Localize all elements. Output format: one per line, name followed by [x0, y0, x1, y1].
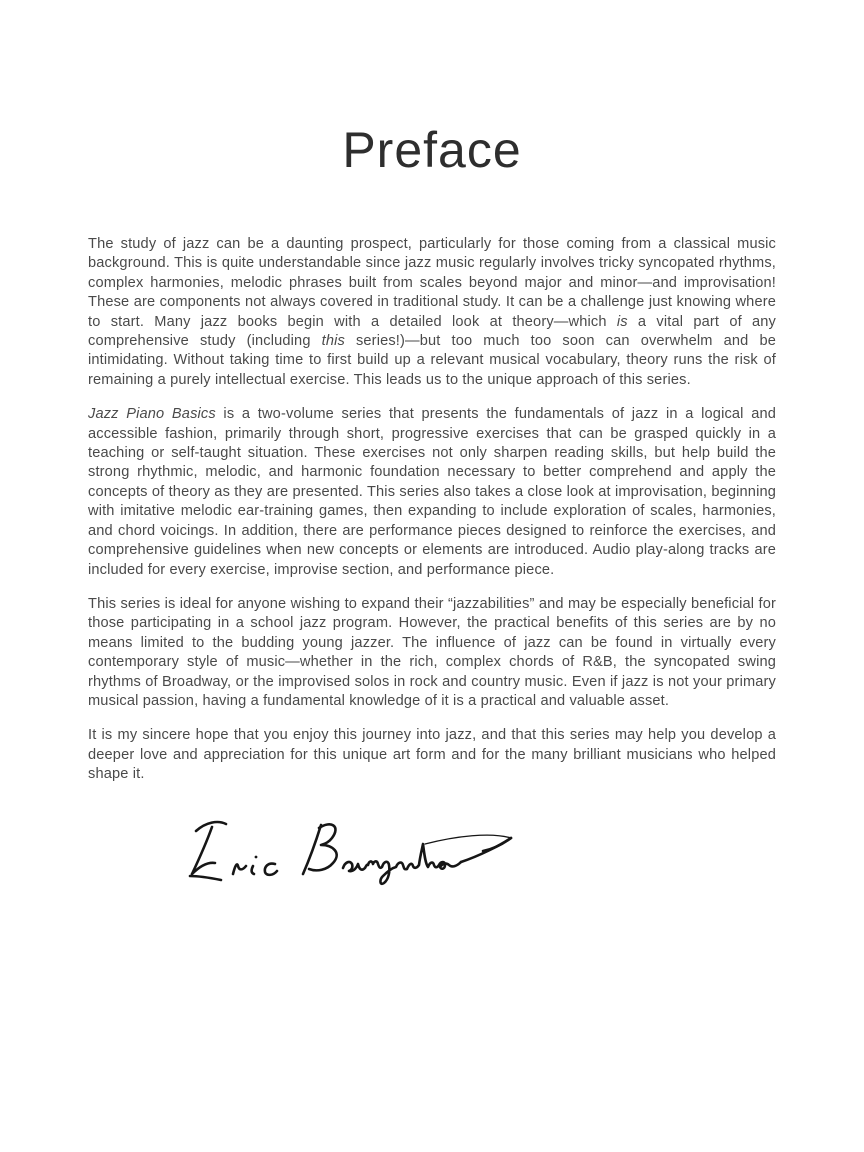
paragraph [88, 235, 776, 390]
page-title: Preface [342, 122, 522, 178]
signature-flourish [425, 835, 511, 844]
paragraph-text-italic: this [321, 333, 345, 350]
signature-stroke [265, 863, 277, 874]
paragraph-text-italic: is [616, 313, 628, 330]
paragraph [88, 405, 776, 580]
paragraph-text: is a two-volume series that presents the fundamentals of jazz in a logical and accessible fashion, primarily through short, progressive exercises that can be grasped quickly in a teaching or self-taught situation. These exercises not only sharpen reading skills, but help build the strong rhythmic, melodic, and harmonic foundation necessary to better comprehend and apply the concepts of theory as they are presented. This series also takes a close look at improvisation, beginning with imitative melodic ear-training games, then expanding to include exploration of scales, harmonies, and chord voicings. In addition, there are performance pieces designed to reinforce the exercises, and comprehensive guidelines when new concepts or elements are introduced. Audio play-along tracks are included for every exercise, improvise section, and performance piece. [88, 406, 776, 578]
paragraph [88, 726, 776, 784]
paragraph-text: This series is ideal for anyone wishing to expand their “jazzabilities” and may be especially beneficial for those participating in a school jazz program. However, the practical benefits of this series are by no means limited to the budding young jazzer. The influence of jazz can be found in virtually every contemporary style of music—whether in the rich, complex chords of R&B, the syncopated swing rhythms of Broadway, or the improvised solos in rock and country music. Even if jazz is not your primary musical passion, having a fundamental knowledge of it is a practical and valuable asset. [88, 595, 776, 709]
paragraph-text-italic: Jazz Piano Basics [88, 406, 216, 423]
preface-paragraphs [0, 235, 864, 785]
signature-stroke [343, 844, 461, 884]
paragraph [88, 595, 776, 711]
signature-flourish [483, 838, 511, 851]
paragraph-text: It is my sincere hope that you enjoy this journey into jazz, and that this series may help you develop a deeper love and appreciation for this unique art form and for the many brilliant musicians who helped shape it. [88, 727, 776, 783]
signature-stroke [233, 864, 246, 874]
signature-image [180, 813, 516, 891]
paragraph-text: series!)—but too much too soon can overwhelm and be intimidating. Without taking time to first build up a relevant musical vocabulary, theory runs the risk of remaining a purely intellectual exercise. This leads us to the unique approach of this series. [88, 333, 777, 388]
signature-stroke [303, 825, 321, 874]
signature-stroke [252, 866, 254, 874]
paragraph-text: a vital part of any comprehensive study (including [88, 313, 776, 350]
paragraph-text: The study of jazz can be a daunting prospect, particularly for those coming from a classical music background. This is quite understandable since jazz music regularly involves tricky syncopated rhythms, complex harmonies, melodic phrases built from scales beyond major and minor—and improvisation! These are components not always covered in traditional study. It can be a challenge just knowing where to start. Many jazz books begin with a detailed look at theory—which [88, 236, 776, 330]
signature-block [180, 813, 516, 891]
signature-stroke [255, 855, 258, 858]
signature-stroke [190, 876, 221, 880]
